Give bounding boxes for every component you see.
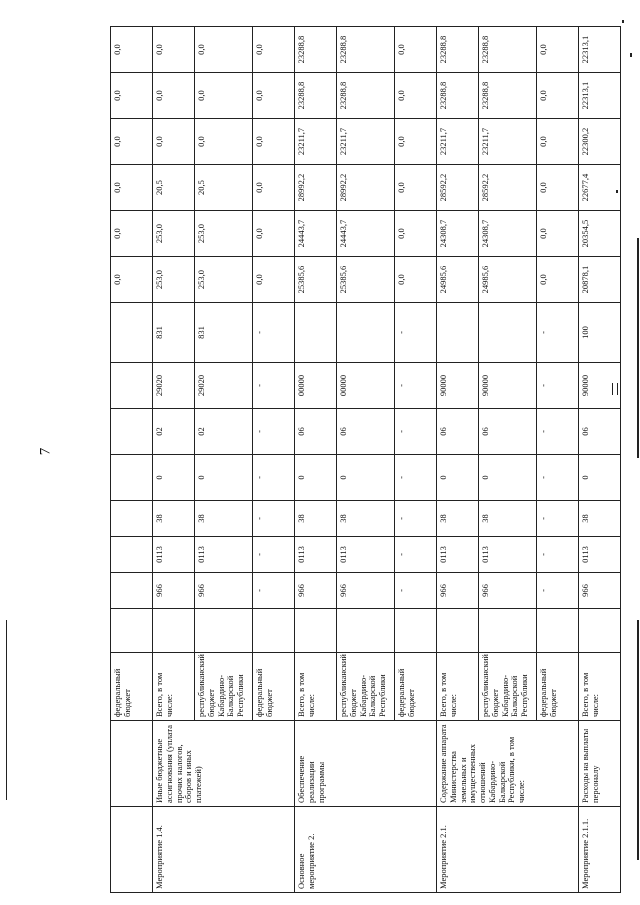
value-cell bbox=[111, 409, 153, 455]
value-cell: 253,0 bbox=[195, 211, 253, 257]
table-row bbox=[579, 27, 621, 893]
budget-table bbox=[110, 26, 621, 893]
source-cell: республиканский бюджет Кабардино-Балкарской Республики bbox=[195, 653, 253, 721]
spacer-cell bbox=[537, 609, 579, 653]
value-cell: 38 bbox=[195, 501, 253, 537]
value-cell: 966 bbox=[195, 573, 253, 609]
spacer-cell bbox=[395, 609, 437, 653]
value-cell: 20878,1 bbox=[579, 257, 621, 303]
value-cell: 06 bbox=[437, 409, 479, 455]
value-cell: 0,0 bbox=[395, 257, 437, 303]
value-cell bbox=[111, 303, 153, 363]
value-cell bbox=[437, 303, 479, 363]
value-cell: 0,0 bbox=[537, 165, 579, 211]
value-cell: 38 bbox=[295, 501, 337, 537]
scan-mark bbox=[617, 383, 618, 395]
name-cell bbox=[111, 721, 153, 807]
value-cell: 0,0 bbox=[253, 73, 295, 119]
value-cell: 0,0 bbox=[395, 27, 437, 73]
value-cell: 28992,2 bbox=[337, 165, 395, 211]
value-cell: 0,0 bbox=[537, 119, 579, 165]
source-cell: федеральный бюджет bbox=[111, 653, 153, 721]
value-cell: - bbox=[253, 573, 295, 609]
value-cell: 0,0 bbox=[395, 165, 437, 211]
value-cell: 29020 bbox=[195, 363, 253, 409]
value-cell bbox=[111, 537, 153, 573]
value-cell: 06 bbox=[337, 409, 395, 455]
value-cell: 0113 bbox=[437, 537, 479, 573]
value-cell: - bbox=[395, 409, 437, 455]
value-cell: 23211,7 bbox=[337, 119, 395, 165]
spacer-cell bbox=[153, 609, 195, 653]
value-cell: 966 bbox=[295, 573, 337, 609]
spacer-cell bbox=[579, 609, 621, 653]
event-cell: Мероприятие 1.4. bbox=[153, 807, 295, 893]
value-cell: 38 bbox=[437, 501, 479, 537]
value-cell: 0,0 bbox=[537, 73, 579, 119]
value-cell: 00000 bbox=[337, 363, 395, 409]
value-cell: 0,0 bbox=[537, 211, 579, 257]
value-cell: 0 bbox=[195, 455, 253, 501]
value-cell: 0,0 bbox=[111, 165, 153, 211]
event-cell: Мероприятие 2.1. bbox=[437, 807, 579, 893]
value-cell: - bbox=[395, 501, 437, 537]
value-cell: 90000 bbox=[579, 363, 621, 409]
value-cell: 25385,6 bbox=[337, 257, 395, 303]
value-cell: 0,0 bbox=[395, 211, 437, 257]
value-cell: 0,0 bbox=[253, 257, 295, 303]
spacer-cell bbox=[437, 609, 479, 653]
page-number: 7 bbox=[37, 447, 54, 456]
value-cell: 20,5 bbox=[153, 165, 195, 211]
table-row bbox=[111, 27, 153, 893]
value-cell: 0113 bbox=[337, 537, 395, 573]
scan-mark bbox=[6, 620, 7, 800]
value-cell: 23211,7 bbox=[437, 119, 479, 165]
table-row bbox=[295, 27, 337, 893]
value-cell: 0,0 bbox=[395, 119, 437, 165]
value-cell: 0,0 bbox=[253, 27, 295, 73]
value-cell: - bbox=[253, 409, 295, 455]
value-cell: 966 bbox=[337, 573, 395, 609]
source-cell: Всего, в том числе: bbox=[579, 653, 621, 721]
value-cell: - bbox=[253, 537, 295, 573]
value-cell: - bbox=[253, 303, 295, 363]
value-cell: 0,0 bbox=[111, 27, 153, 73]
value-cell: 0,0 bbox=[153, 119, 195, 165]
value-cell: - bbox=[395, 537, 437, 573]
value-cell: - bbox=[395, 573, 437, 609]
source-cell: Всего, в том числе: bbox=[437, 653, 479, 721]
value-cell: 90000 bbox=[437, 363, 479, 409]
value-cell: 0 bbox=[579, 455, 621, 501]
value-cell: 966 bbox=[579, 573, 621, 609]
name-cell: Иные бюджетные ассигнования (уплата прочих налогов, сборов и иных платежей) bbox=[153, 721, 295, 807]
scan-mark bbox=[637, 620, 639, 860]
spacer-cell bbox=[337, 609, 395, 653]
value-cell: 24985,6 bbox=[479, 257, 537, 303]
table-row bbox=[437, 27, 479, 893]
value-cell: 28992,2 bbox=[295, 165, 337, 211]
value-cell: 23288,8 bbox=[337, 73, 395, 119]
value-cell: 24985,6 bbox=[437, 257, 479, 303]
value-cell: 23211,7 bbox=[479, 119, 537, 165]
value-cell: 0113 bbox=[295, 537, 337, 573]
value-cell: 22677,4 bbox=[579, 165, 621, 211]
value-cell: - bbox=[537, 363, 579, 409]
scan-mark bbox=[616, 190, 618, 193]
value-cell: 06 bbox=[479, 409, 537, 455]
value-cell: 38 bbox=[579, 501, 621, 537]
value-cell: - bbox=[537, 573, 579, 609]
value-cell: 0,0 bbox=[111, 257, 153, 303]
value-cell: 29020 bbox=[153, 363, 195, 409]
scan-mark bbox=[630, 53, 632, 57]
value-cell: 00000 bbox=[295, 363, 337, 409]
value-cell: 0113 bbox=[153, 537, 195, 573]
value-cell: 23288,8 bbox=[437, 73, 479, 119]
value-cell: 0 bbox=[337, 455, 395, 501]
value-cell bbox=[479, 303, 537, 363]
source-cell: федеральный бюджет bbox=[395, 653, 437, 721]
value-cell: 90000 bbox=[479, 363, 537, 409]
value-cell: 24443,7 bbox=[337, 211, 395, 257]
value-cell: 831 bbox=[195, 303, 253, 363]
value-cell bbox=[111, 573, 153, 609]
value-cell: 06 bbox=[579, 409, 621, 455]
value-cell: 253,0 bbox=[195, 257, 253, 303]
value-cell: 38 bbox=[479, 501, 537, 537]
value-cell: 0,0 bbox=[153, 73, 195, 119]
value-cell: 0113 bbox=[479, 537, 537, 573]
value-cell: 0,0 bbox=[253, 119, 295, 165]
value-cell: 23288,8 bbox=[295, 73, 337, 119]
source-cell: Всего, в том числе: bbox=[295, 653, 337, 721]
value-cell: 0,0 bbox=[195, 119, 253, 165]
name-cell: Содержание аппарата Министерства земельных и имущественных отношений Кабардино-Балкарской Республики, в том числе: bbox=[437, 721, 579, 807]
value-cell: 22313,1 bbox=[579, 73, 621, 119]
value-cell: 22313,1 bbox=[579, 27, 621, 73]
value-cell: 0,0 bbox=[111, 119, 153, 165]
scan-mark bbox=[612, 383, 613, 395]
spacer-cell bbox=[195, 609, 253, 653]
spacer-cell bbox=[253, 609, 295, 653]
source-cell: республиканский бюджет Кабардино-Балкарской Республики bbox=[337, 653, 395, 721]
source-cell: федеральный бюджет bbox=[253, 653, 295, 721]
source-cell: Всего, в том числе: bbox=[153, 653, 195, 721]
value-cell: 20354,5 bbox=[579, 211, 621, 257]
value-cell: 25385,6 bbox=[295, 257, 337, 303]
value-cell: 0 bbox=[479, 455, 537, 501]
spacer-cell bbox=[111, 609, 153, 653]
value-cell: 0,0 bbox=[537, 27, 579, 73]
value-cell: - bbox=[253, 501, 295, 537]
value-cell: - bbox=[395, 455, 437, 501]
value-cell: - bbox=[537, 537, 579, 573]
value-cell: 0,0 bbox=[111, 211, 153, 257]
value-cell bbox=[111, 363, 153, 409]
value-cell: 38 bbox=[337, 501, 395, 537]
value-cell: 966 bbox=[437, 573, 479, 609]
value-cell: 0113 bbox=[579, 537, 621, 573]
value-cell: 0 bbox=[295, 455, 337, 501]
value-cell: - bbox=[395, 363, 437, 409]
table-row bbox=[153, 27, 195, 893]
source-cell: федеральный бюджет bbox=[537, 653, 579, 721]
value-cell bbox=[295, 303, 337, 363]
value-cell: - bbox=[253, 363, 295, 409]
name-cell: Обеспечение реализации программы bbox=[295, 721, 437, 807]
value-cell: - bbox=[537, 455, 579, 501]
value-cell: - bbox=[253, 455, 295, 501]
source-cell: республиканский бюджет Кабардино-Балкарской Республики bbox=[479, 653, 537, 721]
value-cell: - bbox=[537, 303, 579, 363]
value-cell: 253,0 bbox=[153, 257, 195, 303]
value-cell: 0,0 bbox=[253, 211, 295, 257]
value-cell: 22300,2 bbox=[579, 119, 621, 165]
value-cell: 966 bbox=[153, 573, 195, 609]
value-cell: 0,0 bbox=[537, 257, 579, 303]
value-cell: 100 bbox=[579, 303, 621, 363]
value-cell: 23288,8 bbox=[295, 27, 337, 73]
spacer-cell bbox=[479, 609, 537, 653]
value-cell bbox=[337, 303, 395, 363]
value-cell: 0113 bbox=[195, 537, 253, 573]
value-cell: 23288,8 bbox=[479, 27, 537, 73]
value-cell: 24308,7 bbox=[437, 211, 479, 257]
value-cell: 23288,8 bbox=[479, 73, 537, 119]
scan-mark bbox=[622, 20, 624, 23]
value-cell: 23288,8 bbox=[437, 27, 479, 73]
value-cell: 0,0 bbox=[195, 73, 253, 119]
value-cell: 0,0 bbox=[395, 73, 437, 119]
spacer-cell bbox=[295, 609, 337, 653]
event-cell: Мероприятие 2.1.1. bbox=[579, 807, 621, 893]
event-cell: Основное мероприятие 2. bbox=[295, 807, 437, 893]
value-cell: 20,5 bbox=[195, 165, 253, 211]
value-cell: 02 bbox=[195, 409, 253, 455]
value-cell: - bbox=[537, 409, 579, 455]
value-cell: 23211,7 bbox=[295, 119, 337, 165]
value-cell: 24308,7 bbox=[479, 211, 537, 257]
value-cell: - bbox=[395, 303, 437, 363]
value-cell: 0,0 bbox=[111, 73, 153, 119]
name-cell: Расходы на выплаты персоналу bbox=[579, 721, 621, 807]
value-cell: 0,0 bbox=[195, 27, 253, 73]
scan-mark bbox=[637, 238, 639, 458]
value-cell: 28592,2 bbox=[437, 165, 479, 211]
value-cell: - bbox=[537, 501, 579, 537]
value-cell: 831 bbox=[153, 303, 195, 363]
value-cell: 0,0 bbox=[153, 27, 195, 73]
value-cell: 23288,8 bbox=[337, 27, 395, 73]
value-cell: 0 bbox=[437, 455, 479, 501]
value-cell: 38 bbox=[153, 501, 195, 537]
value-cell: 28592,2 bbox=[479, 165, 537, 211]
event-cell bbox=[111, 807, 153, 893]
value-cell: 0 bbox=[153, 455, 195, 501]
value-cell: 0,0 bbox=[253, 165, 295, 211]
value-cell: 24443,7 bbox=[295, 211, 337, 257]
value-cell: 966 bbox=[479, 573, 537, 609]
value-cell: 06 bbox=[295, 409, 337, 455]
value-cell: 253,0 bbox=[153, 211, 195, 257]
value-cell: 02 bbox=[153, 409, 195, 455]
value-cell bbox=[111, 501, 153, 537]
value-cell bbox=[111, 455, 153, 501]
